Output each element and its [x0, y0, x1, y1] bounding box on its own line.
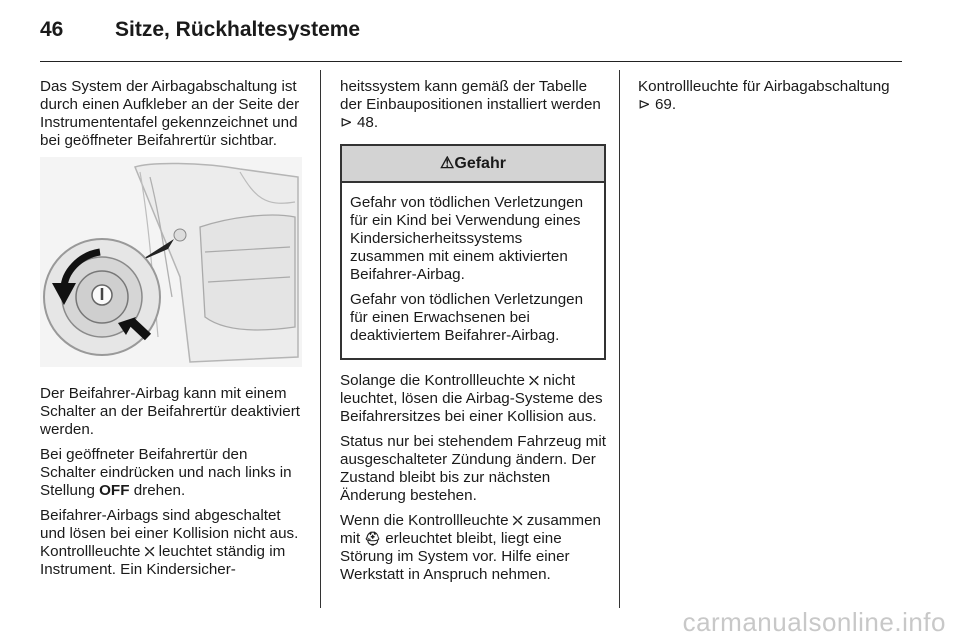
danger-header — [342, 146, 604, 183]
indicator-off-paragraph: Solange die Kontrollleuchte ⛌ nicht leuchtet, lösen die Airbag-Systeme des Beifahrersitzes bei einer Kollision aus. — [340, 372, 603, 425]
watermark: carmanualsonline.info — [682, 607, 946, 637]
column-2 — [340, 78, 606, 591]
page-header — [40, 18, 360, 42]
switch-paragraph: Der Beifahrer-Airbag kann mit einem Schalter an der Beifahrertür deaktiviert werden. — [40, 385, 301, 438]
danger-text-2: Gefahr von tödlichen Verletzungen für einen Erwachsenen bei deaktiviertem Beifahrer-Airbag. — [350, 291, 584, 344]
column-divider-2 — [619, 70, 620, 608]
column-1 — [40, 78, 304, 586]
danger-body — [342, 183, 604, 358]
warning-triangle-icon: ⚠ — [440, 155, 455, 172]
airbag-off-paragraph: Beifahrer-Airbags sind abgeschaltet und lösen bei einer Kollision nicht aus. Kontrollleuchte ⛌ leuchtet ständig im Instrument. Ein Kindersicher- — [40, 507, 299, 578]
airbag-off-indicator-icon: ⛌ — [529, 373, 539, 388]
airbag-off-indicator-icon: ⛌ — [512, 513, 523, 528]
page-ref-icon: ⊳ — [638, 96, 651, 113]
danger-box — [340, 144, 606, 360]
column-divider-1 — [320, 70, 321, 608]
header-rule — [40, 61, 902, 62]
child-seat-paragraph: heitssystem kann gemäß der Tabelle der Einbaupositionen installiert werden ⊳ 48. — [340, 78, 601, 131]
danger-text-1: Gefahr von tödlichen Verletzungen für ein Kind bei Verwendung eines Kindersicherheitssystems zusammen mit einem aktivierten Beifahrer-Airbag. — [350, 194, 584, 283]
off-instruction-paragraph: Bei geöffneter Beifahrertür den Schalter eindrücken und nach links in Stellung OFF drehen. — [40, 446, 292, 499]
status-paragraph: Status nur bei stehendem Fahrzeug mit ausgeschalteter Zündung ändern. Der Zustand bleibt bis zur nächsten Änderung bestehen. — [340, 433, 606, 504]
off-label: OFF — [99, 482, 130, 499]
page-ref-icon: ⊳ — [340, 114, 353, 131]
page-ref-link[interactable]: 48. — [356, 114, 379, 131]
indicator-reference-paragraph: Kontrollleuchte für Airbagabschaltung ⊳ 69. — [638, 78, 890, 113]
page-ref-link[interactable]: 69. — [654, 96, 677, 113]
fault-paragraph: Wenn die Kontrollleuchte ⛌ zusammen mit ⛑ erleuchtet bleibt, liegt eine Störung im System vor. Hilfe einer Werkstatt in Anspruch nehmen. — [340, 512, 601, 583]
page-number: 46 — [40, 18, 64, 41]
airbag-warning-icon: ⛑ — [364, 531, 381, 546]
page-title: Sitze, Rückhaltesysteme — [115, 18, 361, 41]
column-3 — [638, 78, 902, 121]
airbag-switch-illustration — [40, 157, 302, 367]
intro-paragraph: Das System der Airbagabschaltung ist durch einen Aufkleber an der Seite der Instrumententafel gekennzeichnet und bei geöffneter Beifahrertür sichtbar. — [40, 78, 300, 149]
danger-title: Gefahr — [454, 155, 506, 172]
airbag-off-indicator-icon: ⛌ — [144, 544, 155, 559]
